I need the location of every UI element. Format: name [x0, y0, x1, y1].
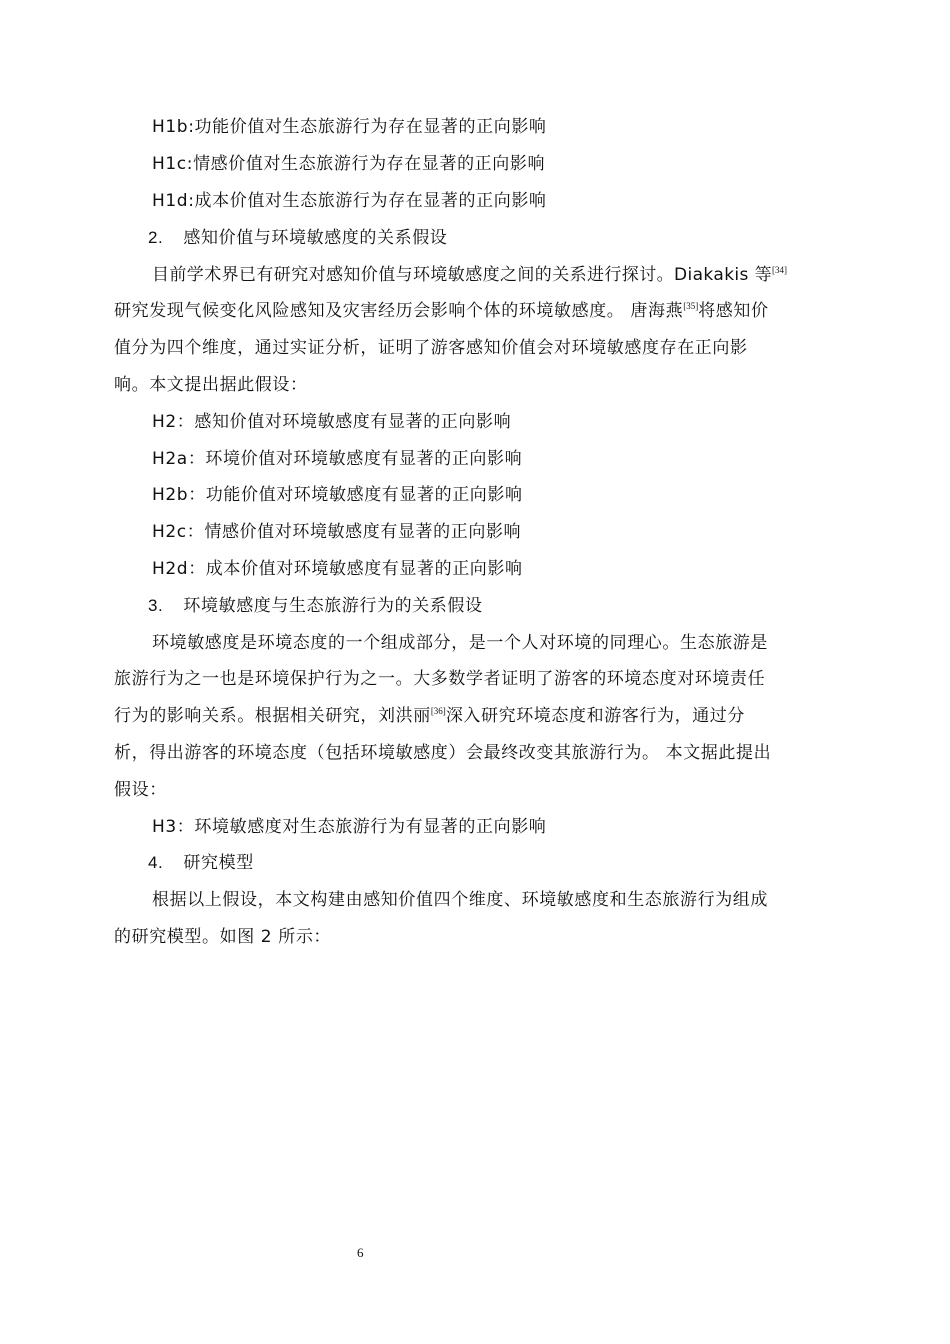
hypothesis-h2a: H2a：环境价值对环境敏感度有显著的正向影响: [152, 449, 523, 469]
citation-35: [35]: [683, 301, 699, 311]
paragraph-3-line-2: 的研究模型。如图 2 所示：: [114, 927, 332, 947]
paragraph-2-line-3: [114, 704, 745, 728]
section-3-title: 环境敏感度与生态旅游行为的关系假设: [183, 596, 483, 616]
paragraph-1-line-4: 响。本文提出据此假设：: [114, 375, 308, 395]
paragraph-2-line-5: 假设：: [114, 780, 167, 800]
hypothesis-h1b: H1b:功能价值对生态旅游行为存在显著的正向影响: [152, 117, 547, 137]
hypothesis-h2: H2：感知价值对环境敏感度有显著的正向影响: [152, 412, 512, 432]
section-4-heading: [148, 851, 254, 875]
section-4-number: 4.: [148, 853, 164, 872]
paragraph-2-line-3-text-b: 深入研究环境态度和游客行为，通过分: [445, 706, 746, 726]
paragraph-1-line-2-text-a: 研究发现气候变化风险感知及灾害经历会影响个体的环境敏感度。 唐海燕: [114, 301, 684, 321]
section-4-title: 研究模型: [183, 853, 254, 873]
paragraph-1-line-2-text-b: 将感知价: [698, 301, 769, 321]
section-3-number: 3.: [148, 596, 164, 615]
citation-36: [36]: [430, 706, 446, 716]
paragraph-1-line-1-text: 目前学术界已有研究对感知价值与环境敏感度之间的关系进行探讨。Diakakis 等: [152, 265, 773, 285]
hypothesis-h2d: H2d：成本价值对环境敏感度有显著的正向影响: [152, 559, 523, 579]
section-2-title: 感知价值与环境敏感度的关系假设: [183, 228, 448, 248]
hypothesis-h2b: H2b：功能价值对环境敏感度有显著的正向影响: [152, 485, 523, 505]
hypothesis-h1c: H1c:情感价值对生态旅游行为存在显著的正向影响: [152, 154, 546, 174]
paragraph-2-line-2: 旅游行为之一也是环境保护行为之一。大多数学者证明了游客的环境态度对环境责任: [114, 669, 766, 689]
page-number: 6: [357, 1245, 364, 1260]
hypothesis-h2c: H2c：情感价值对环境敏感度有显著的正向影响: [152, 522, 522, 542]
paragraph-1-line-1: [152, 263, 787, 287]
paragraph-3-line-1: 根据以上假设，本文构建由感知价值四个维度、环境敏感度和生态旅游行为组成: [152, 890, 768, 910]
paragraph-2-line-1: 环境敏感度是环境态度的一个组成部分，是一个人对环境的同理心。生态旅游是: [152, 633, 768, 653]
hypothesis-h3: H3：环境敏感度对生态旅游行为有显著的正向影响: [152, 817, 547, 837]
section-2-number: 2.: [148, 228, 164, 247]
paragraph-2-line-3-text-a: 行为的影响关系。根据相关研究，刘洪丽: [114, 706, 431, 726]
hypothesis-h1d: H1d:成本价值对生态旅游行为存在显著的正向影响: [152, 191, 547, 211]
section-2-heading: [148, 226, 447, 250]
citation-34: [34]: [772, 265, 788, 275]
section-3-heading: [148, 594, 483, 618]
paragraph-2-line-4: 析，得出游客的环境态度（包括环境敏感度）会最终改变其旅游行为。 本文据此提出: [114, 743, 772, 763]
paragraph-1-line-2: [114, 299, 769, 323]
paragraph-1-line-3: 值分为四个维度，通过实证分析，证明了游客感知价值会对环境敏感度存在正向影: [114, 338, 748, 358]
